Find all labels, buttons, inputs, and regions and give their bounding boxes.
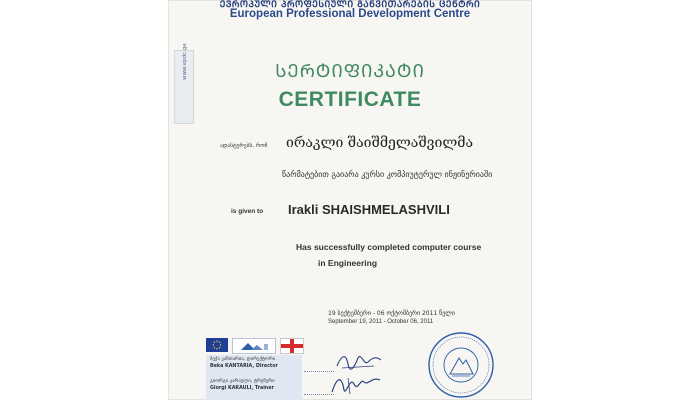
certificate-title-georgian: ᲡᲔᲠᲢᲘᲤᲘᲙᲐᲢᲘ bbox=[275, 61, 425, 82]
partner-logos bbox=[206, 338, 304, 354]
eu-flag-logo bbox=[206, 338, 228, 352]
georgian-flag-logo bbox=[280, 338, 304, 354]
certificate-page bbox=[168, 0, 532, 400]
mountain-emblem-icon bbox=[239, 341, 269, 351]
completion-line-2: in Engineering bbox=[318, 258, 378, 268]
recipient-name-english: Irakli SHAISHMELASHVILI bbox=[288, 202, 450, 217]
director-name-georgian: ბექა კანთარია, დირექტორი bbox=[210, 357, 276, 362]
course-description-georgian: წარმატებით გაიარა კურსი კომპიუტერულ ინჟინერიაში bbox=[282, 170, 493, 179]
certificate-title-english: CERTIFICATE bbox=[278, 88, 422, 111]
official-stamp-icon bbox=[426, 330, 496, 400]
side-url: www.epdc.ge bbox=[182, 43, 188, 80]
eu-stars-icon bbox=[210, 340, 224, 350]
recipient-name-georgian: ირაკლი შაიშმელაშვილმა bbox=[286, 135, 474, 151]
director-signature-icon bbox=[334, 350, 384, 372]
org-emblem-logo bbox=[232, 338, 276, 354]
acknowledgement-georgian: ადასტურებს, რომ bbox=[220, 143, 268, 149]
trainer-signature-icon bbox=[328, 372, 384, 398]
director-name-english: Beka KANTARIA, Director bbox=[210, 364, 278, 369]
given-to-label: is given to bbox=[231, 208, 264, 215]
date-range-georgian: 19 სექტემბერი - 06 ოქტომბერი 2011 წელი bbox=[328, 310, 455, 317]
trainer-name-georgian: გიორგი კარაული, ტრენერი bbox=[210, 379, 275, 384]
org-name-english: European Professional Development Centre bbox=[229, 8, 471, 20]
completion-line-1: Has successfully completed computer course bbox=[296, 242, 482, 252]
date-range-english: September 19, 2011 - October 06, 2011 bbox=[328, 319, 434, 325]
org-name-georgian: ᲔᲕᲠᲝᲞᲣᲚᲘ ᲞᲠᲝᲤᲔᲡᲘᲣᲚᲘ ᲒᲐᲜᲕᲘᲗᲐᲠᲔᲑᲘᲡ ᲪᲔᲜᲢᲠᲘ bbox=[219, 0, 481, 10]
trainer-name-english: Giorgi KARAULI, Trainer bbox=[210, 386, 274, 391]
